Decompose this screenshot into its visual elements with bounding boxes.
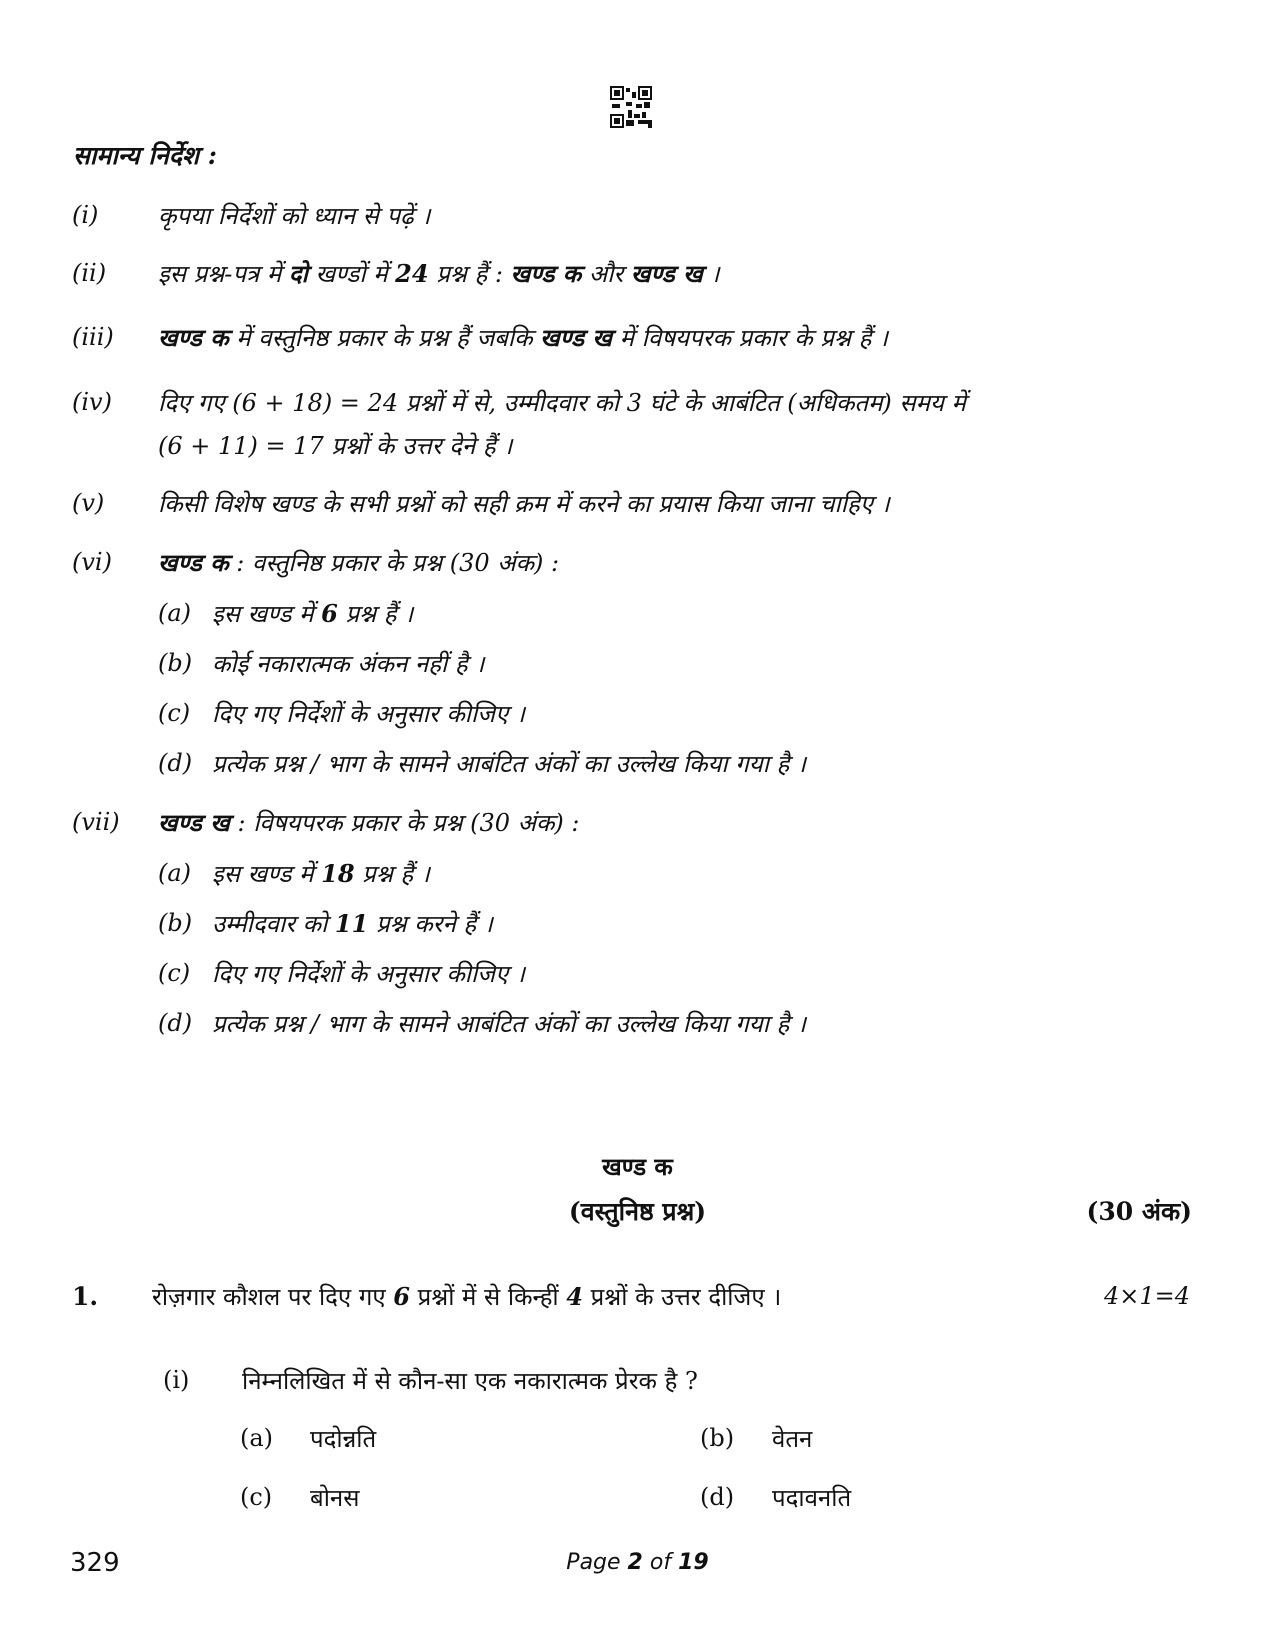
sub-instruction-text-part: प्रश्न करने हैं । (368, 910, 493, 938)
page-number-part: Page (566, 1550, 628, 1575)
section-subtitle: (वस्तुनिष्ठ प्रश्न) (568, 1197, 707, 1226)
sub-instruction-number: (b) (158, 649, 193, 677)
instruction-text-part: । (702, 260, 720, 288)
instruction-number: (ii) (72, 259, 107, 287)
question-marks: 4×1=4 (1103, 1282, 1190, 1310)
paper-code: 329 (70, 1548, 120, 1578)
instruction-text-bold: खण्ड ख (158, 808, 230, 837)
option-text: पदोन्नति (310, 1425, 377, 1453)
option-label: (c) (240, 1483, 273, 1511)
sub-instruction-number: (a) (158, 859, 192, 887)
instruction-text-part: प्रश्न हैं : (428, 260, 511, 288)
instruction-text-part: और (581, 260, 631, 288)
option-label: (d) (700, 1483, 735, 1511)
option-text: वेतन (772, 1425, 813, 1453)
instruction-number: (i) (72, 201, 99, 229)
sub-instruction-text (212, 597, 413, 630)
question-number: 1. (72, 1282, 99, 1311)
instruction-text-line: दिए गए (6 + 18) = 24 प्रश्नों में से, उम्मीदवार को 3 घंटे के आबंटित (अधिकतम) समय में (158, 389, 966, 417)
instruction-text-part: में वस्तुनिष्ठ प्रकार के प्रश्न हैं जबकि (228, 324, 541, 352)
instruction-number: (iii) (72, 323, 114, 351)
question-text-part: प्रश्नों के उत्तर दीजिए । (583, 1283, 782, 1311)
option-text: पदावनति (772, 1484, 852, 1512)
question-text-part: रोज़गार कौशल पर दिए गए (152, 1283, 394, 1311)
instruction-text-bold: 24 (395, 259, 429, 288)
sub-instruction-text-part: इस खण्ड में (212, 600, 322, 628)
page-number-part: of (642, 1550, 679, 1575)
option-label: (a) (240, 1424, 274, 1452)
instruction-text (158, 199, 430, 232)
option-label: (b) (700, 1424, 735, 1452)
page-number-current: 2 (627, 1550, 643, 1575)
sub-instruction-number: (c) (158, 959, 191, 987)
instruction-text-part: में विषयपरक प्रकार के प्रश्न हैं । (612, 324, 889, 352)
sub-instruction-number: (a) (158, 599, 192, 627)
sub-instruction-text: कोई नकारात्मक अंकन नहीं है । (212, 650, 485, 678)
sub-instruction-text-bold: 6 (321, 599, 338, 628)
instruction-text-bold: खण्ड क (158, 323, 229, 352)
instruction-text-part: खण्डों में (307, 260, 396, 288)
instruction-text (158, 487, 890, 520)
sub-instruction-text: दिए गए निर्देशों के अनुसार कीजिए । (212, 700, 525, 728)
question-text (152, 1280, 781, 1313)
instruction-number: (iv) (72, 388, 112, 416)
instruction-text-part: : विषयपरक प्रकार के प्रश्न (30 अंक) : (229, 809, 580, 837)
instruction-text-bold: खण्ड ख (540, 323, 613, 352)
section-marks: (30 अंक) (1086, 1197, 1192, 1226)
sub-instruction-text (212, 907, 493, 940)
sub-instruction-text: प्रत्येक प्रश्न / भाग के सामने आबंटित अंकों का उल्लेख किया गया है । (212, 1010, 807, 1038)
instruction-text (158, 257, 719, 290)
section-title: खण्ड क (602, 1152, 673, 1181)
sub-instruction-text (212, 857, 430, 890)
instruction-text-bold: खण्ड ख (630, 259, 703, 288)
question-text-bold: 4 (566, 1282, 583, 1311)
instruction-text-part: : वस्तुनिष्ठ प्रकार के प्रश्न (30 अंक) : (228, 549, 560, 577)
general-instructions-title: सामान्य निर्देश : (73, 141, 217, 170)
instruction-number: (vi) (72, 548, 112, 576)
sub-instruction-text-part: उम्मीदवार को (212, 910, 335, 938)
instruction-number: (v) (72, 489, 105, 517)
instruction-text-line: (6 + 11) = 17 प्रश्नों के उत्तर देने हैं । (158, 432, 513, 460)
instruction-text (158, 546, 559, 579)
instruction-text (158, 321, 888, 354)
sub-question-number: (i) (163, 1366, 190, 1394)
sub-instruction-text-part: इस खण्ड में (212, 860, 322, 888)
sub-instruction-text-bold: 11 (334, 909, 369, 938)
sub-instruction-text-part: प्रश्न हैं । (354, 860, 430, 888)
sub-instruction-number: (b) (158, 909, 193, 937)
instruction-text-bold: खण्ड क (510, 259, 582, 288)
instruction-number: (vii) (72, 808, 120, 836)
option-text: बोनस (310, 1484, 360, 1512)
sub-instruction-text-bold: 18 (321, 859, 355, 888)
question-text-bold: 6 (393, 1282, 410, 1311)
instruction-text-bold: दो (288, 259, 308, 288)
sub-instruction-text: दिए गए निर्देशों के अनुसार कीजिए । (212, 960, 525, 988)
qr-code-icon (610, 86, 652, 128)
sub-instruction-number: (c) (158, 699, 191, 727)
page-number (0, 1550, 1275, 1575)
instruction-text-part: कृपया निर्देशों को ध्यान से पढ़ें । (158, 202, 431, 230)
instruction-text-bold: खण्ड क (158, 548, 229, 577)
instruction-text-part: किसी विशेष खण्ड के सभी प्रश्नों को सही क्रम में करने का प्रयास किया जाना चाहिए । (158, 490, 890, 518)
question-text-part: प्रश्नों में से किन्हीं (409, 1283, 567, 1311)
instruction-text-part: इस प्रश्न-पत्र में (158, 260, 289, 288)
instruction-text (158, 806, 580, 839)
sub-instruction-number: (d) (158, 749, 193, 777)
sub-question-text: निम्नलिखित में से कौन-सा एक नकारात्मक प्रेरक है ? (242, 1367, 698, 1395)
sub-instruction-number: (d) (158, 1009, 193, 1037)
sub-instruction-text-part: प्रश्न हैं । (337, 600, 414, 628)
page-number-total: 19 (678, 1550, 709, 1575)
sub-instruction-text: प्रत्येक प्रश्न / भाग के सामने आबंटित अंकों का उल्लेख किया गया है । (212, 750, 807, 778)
